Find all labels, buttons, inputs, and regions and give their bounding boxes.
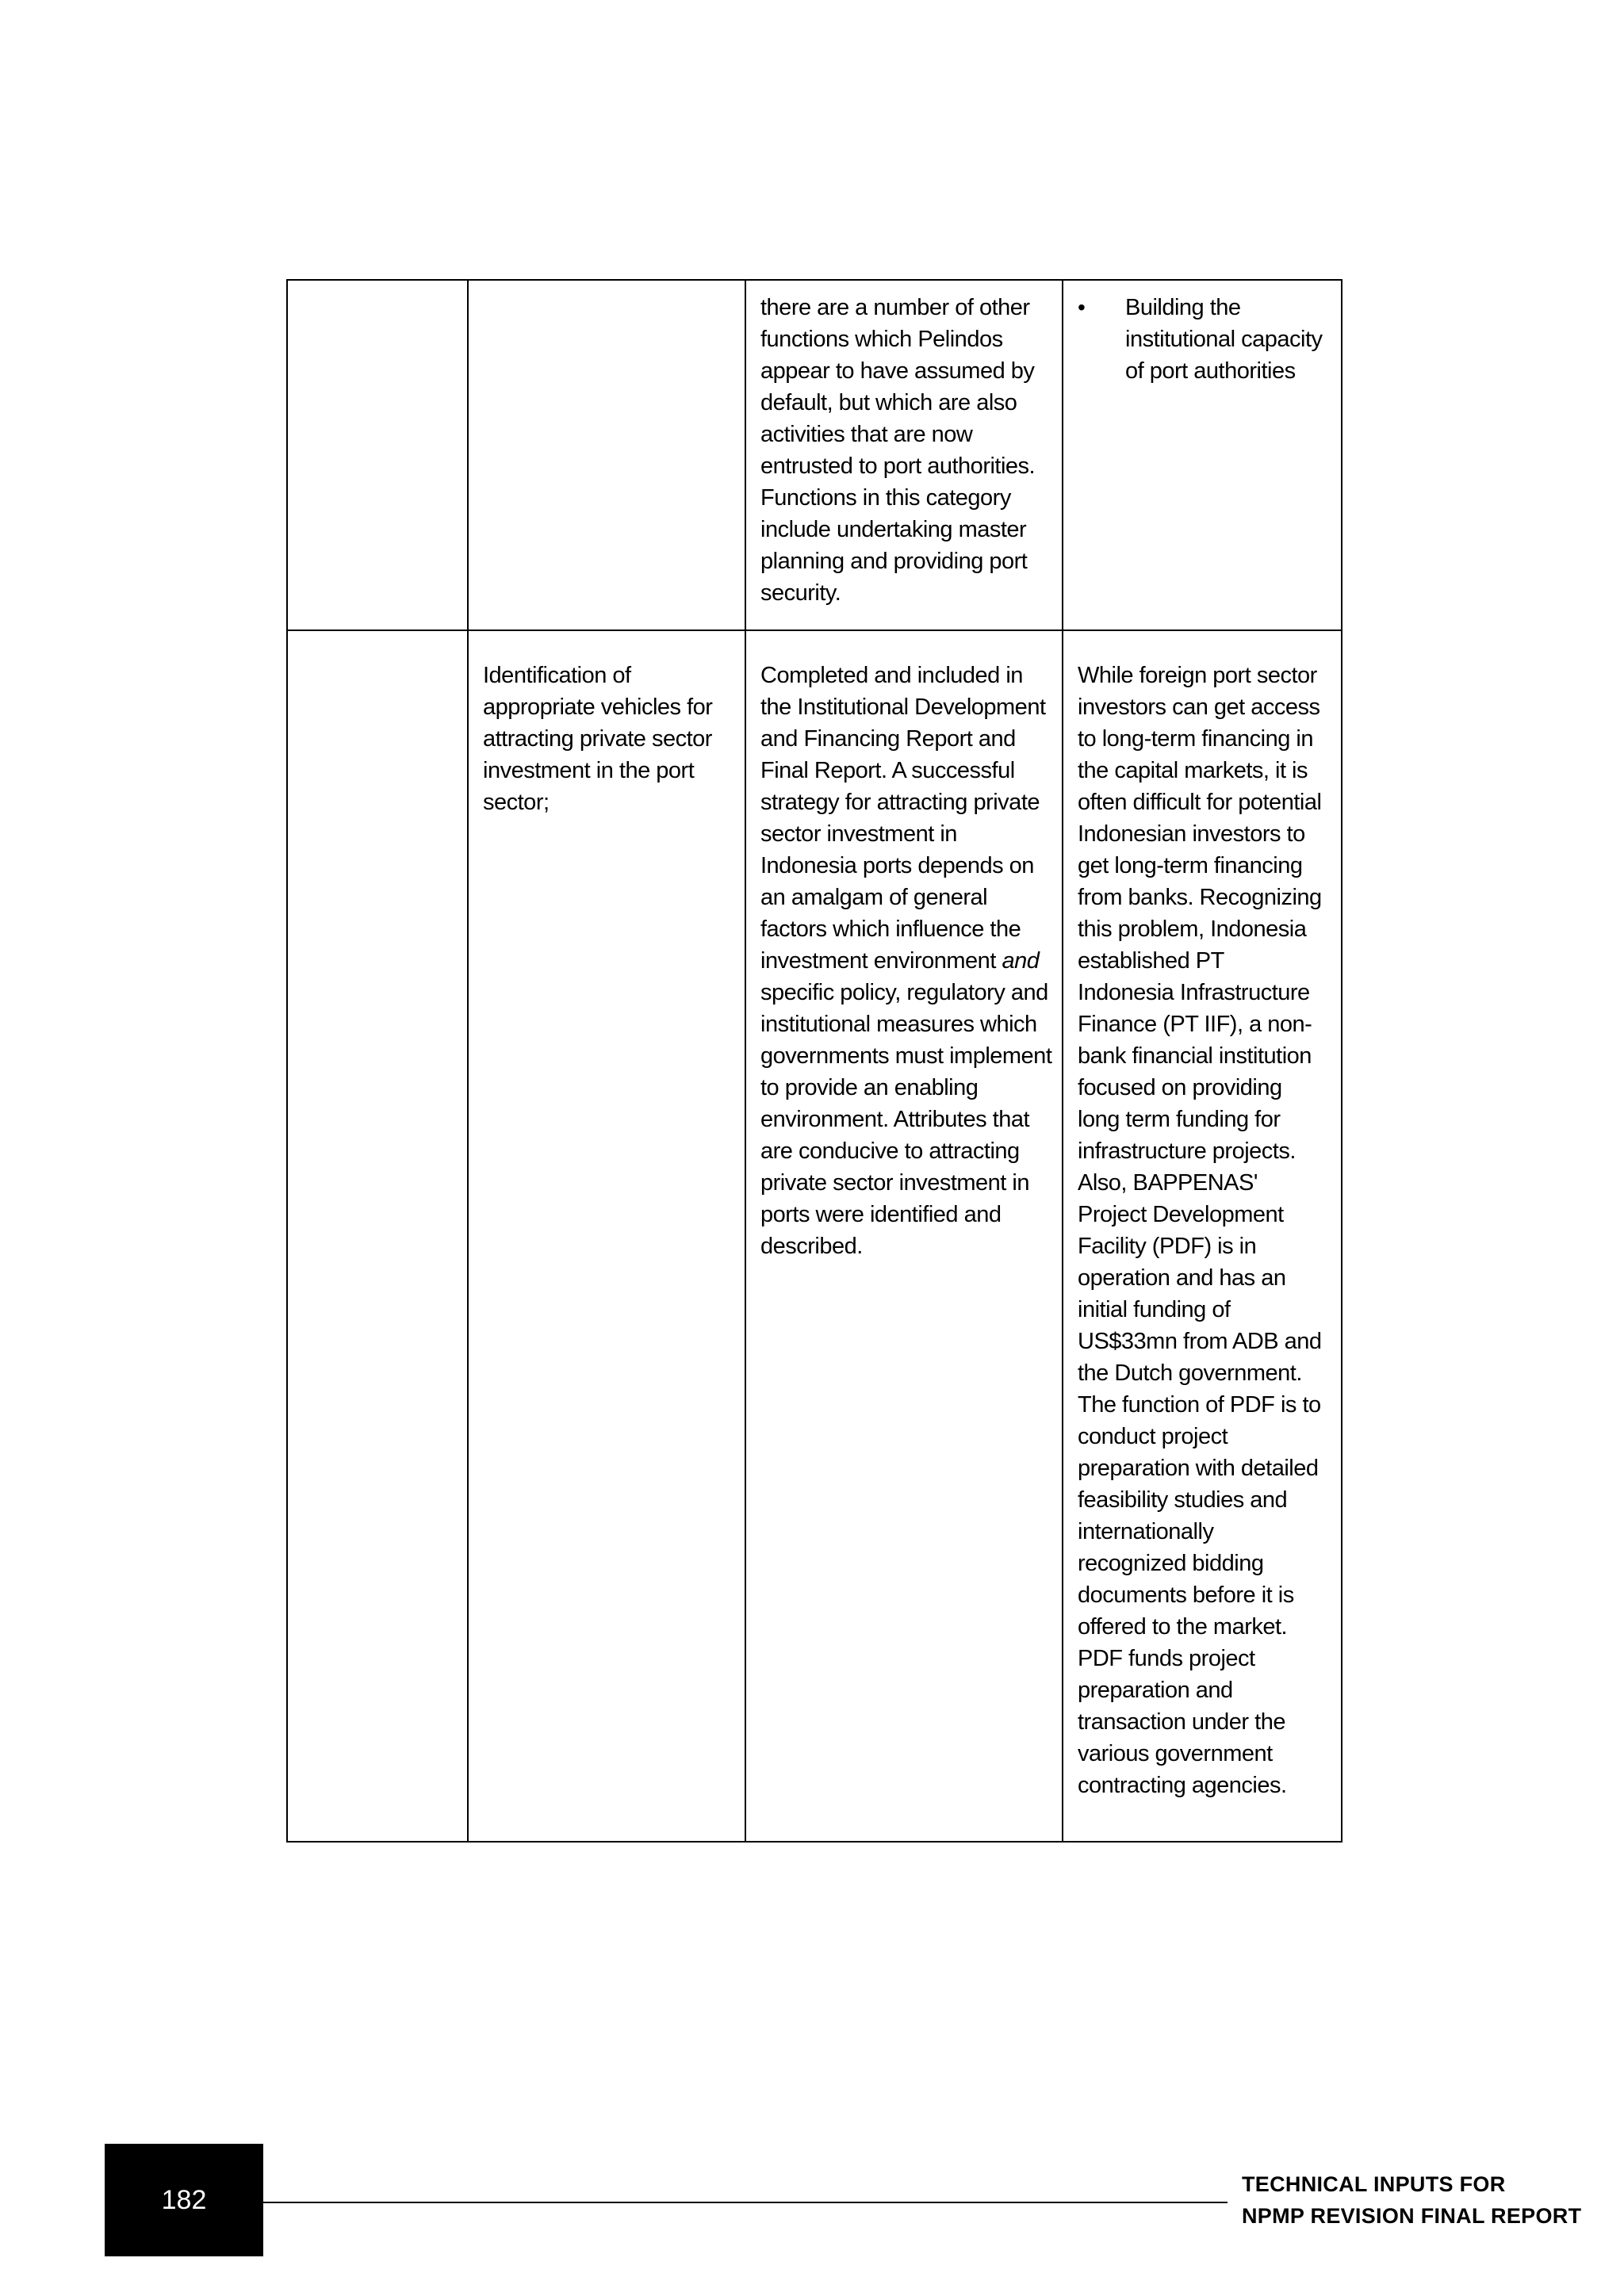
table-row xyxy=(287,280,1342,630)
findings-table xyxy=(286,279,1342,1843)
table-cell-remarks xyxy=(1063,280,1342,630)
table-row xyxy=(287,630,1342,1842)
footer-divider xyxy=(263,2202,1228,2203)
table-cell-empty xyxy=(287,280,468,630)
list-item xyxy=(1078,292,1325,387)
table-cell-status: there are a number of other functions which Pelindos appear to have assumed by default, but which are also activities that are now entrusted to port authorities. Functions in this category include undertaking master planning and providing port security. xyxy=(745,280,1063,630)
table-cell-activity xyxy=(468,280,745,630)
status-text-part: Completed and included in the Institutional Development and Financing Report and Final Report. A successful strategy for attracting private sector investment in Indonesia ports depends on an amalgam of general factors which influence the investment environment xyxy=(760,663,1046,974)
status-text-part: specific policy, regulatory and institutional measures which governments must implement to provide an enabling environment. Attributes that are conducive to attracting private sector investment in ports were identified and described. xyxy=(760,980,1052,1259)
table-cell-empty xyxy=(287,630,468,1842)
bullet-text: Building the institutional capacity of port authorities xyxy=(1125,295,1323,384)
status-text-italic: and xyxy=(1002,948,1040,974)
bullet-list xyxy=(1078,292,1325,387)
table-cell-remarks: While foreign port sector investors can get access to long-term financing in the capital markets, it is often difficult for potential Indonesian investors to get long-term financing from banks. Recognizing this problem, Indonesia established PT Indonesia Infrastructure Finance (PT IIF), a non-bank financial institution focused on providing long term funding for infrastructure projects. Also, BAPPENAS' Project Development Facility (PDF) is in operation and has an initial funding of US$33mn from ADB and the Dutch government. The function of PDF is to conduct project preparation with detailed feasibility studies and internationally recognized bidding documents before it is offered to the market. PDF funds project preparation and transaction under the various government contracting agencies. xyxy=(1063,630,1342,1842)
page-number: 182 xyxy=(161,2184,207,2215)
footer-report-title xyxy=(1242,2168,1591,2232)
page-number-box xyxy=(105,2144,263,2256)
footer-title-line2: NPMP REVISION FINAL REPORT xyxy=(1242,2204,1582,2228)
footer-title-line1: TECHNICAL INPUTS FOR xyxy=(1242,2172,1506,2196)
table-cell-status xyxy=(745,630,1063,1842)
bullet-icon: • xyxy=(1078,295,1086,320)
table-cell-activity: Identification of appropriate vehicles for attracting private sector investment in the port sector; xyxy=(468,630,745,1842)
